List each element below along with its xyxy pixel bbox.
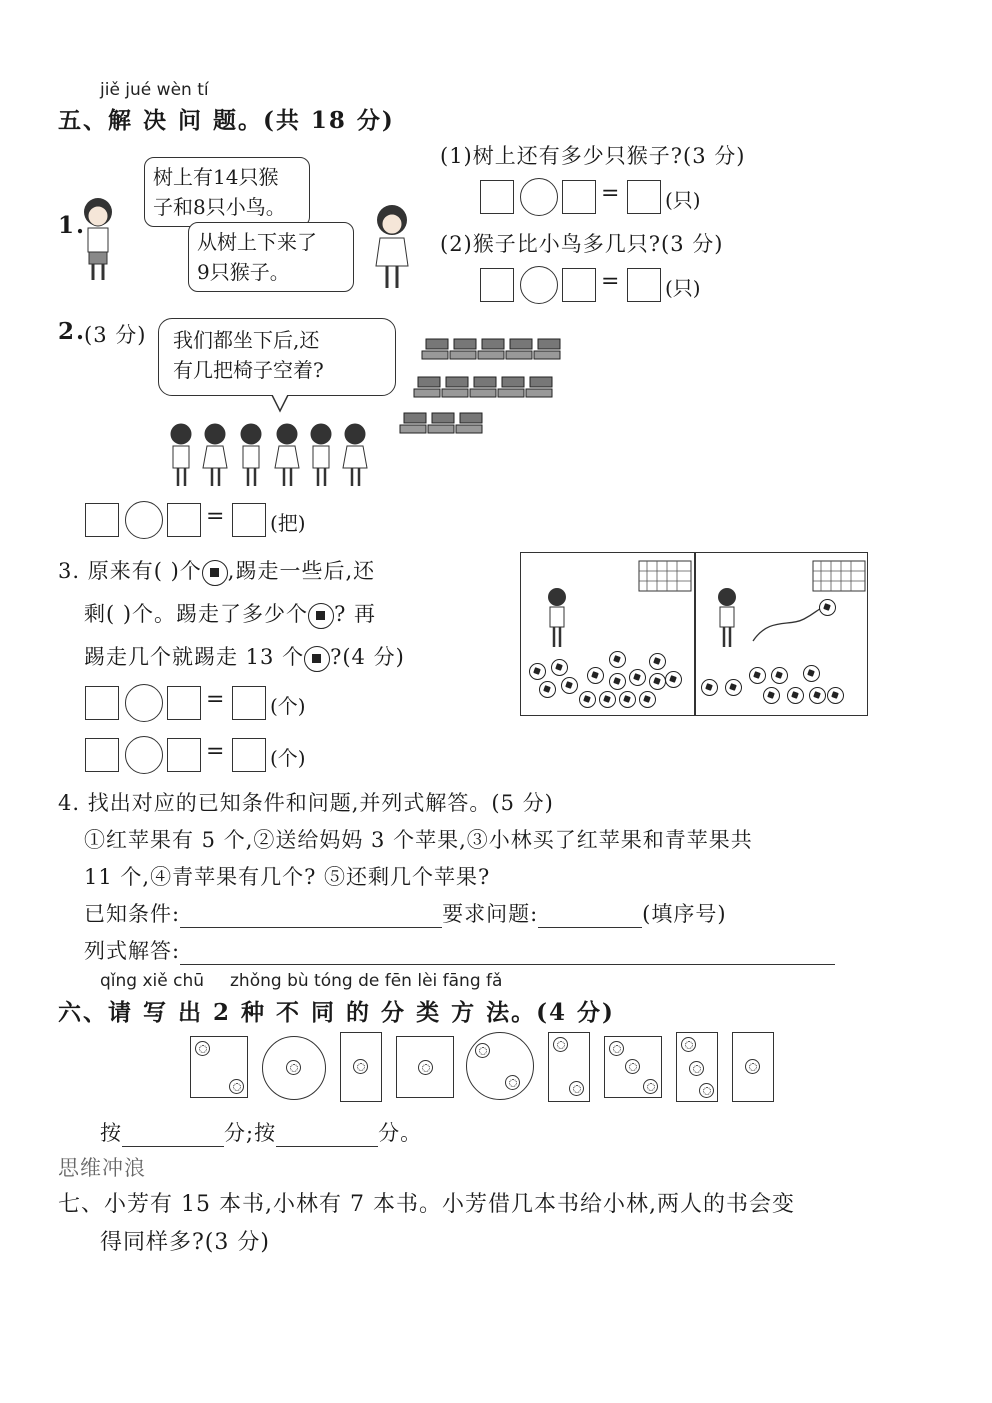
unit-label: (个) xyxy=(270,746,306,770)
girl-illustration xyxy=(370,200,414,292)
q4-conditions-line1: ①红苹果有 5 个,②送给妈妈 3 个苹果,③小林买了红苹果和青苹果共 xyxy=(84,828,753,852)
soccer-ball-icon xyxy=(308,603,334,629)
chairs-illustration xyxy=(396,333,576,455)
section7-line2: 得同样多?(3 分) xyxy=(100,1230,270,1255)
soccer-ball-icon xyxy=(629,669,646,686)
bubble-line: 树上有14只猴 xyxy=(153,165,279,189)
q3-line3 xyxy=(84,641,405,672)
button-icon xyxy=(418,1060,433,1075)
known-conditions-label: 已知条件: xyxy=(84,902,181,926)
square-shape xyxy=(604,1036,662,1098)
children-illustration xyxy=(165,420,375,490)
q4-known-row xyxy=(84,898,727,928)
button-icon xyxy=(505,1075,520,1090)
q2-number: 2. xyxy=(58,318,87,345)
classification-blank-1[interactable] xyxy=(122,1126,224,1147)
soccer-ball-icon xyxy=(609,651,626,668)
soccer-ball-icon xyxy=(551,659,568,676)
soccer-ball-icon xyxy=(749,667,766,684)
q1-sub1: (1)树上还有多少只猴子?(3 分) xyxy=(440,144,746,168)
known-conditions-blank[interactable] xyxy=(180,907,442,928)
operator-circle[interactable] xyxy=(125,501,163,539)
end-label: 分。 xyxy=(378,1121,423,1145)
answer-box[interactable] xyxy=(232,686,266,720)
bubble-line: 从树上下来了 xyxy=(197,230,317,254)
section5-title: 五、解 决 问 题。(共 18 分) xyxy=(58,107,395,134)
q1-sub2: (2)猴子比小鸟多几只?(3 分) xyxy=(440,232,724,256)
rectangle-shape xyxy=(548,1032,590,1102)
unit-label: (把) xyxy=(270,511,306,535)
required-question-blank[interactable] xyxy=(538,907,642,928)
section6-pinyin-b: zhǒng bù tóng de fēn lèi fāng fǎ xyxy=(230,971,503,991)
bubble-tail xyxy=(270,395,290,413)
q3-text: 踢走几个就踢走 13 个 xyxy=(84,645,305,669)
soccer-ball-icon xyxy=(539,681,556,698)
bubble-line: 有几把椅子空着? xyxy=(173,358,324,382)
bubble-line: 我们都坐下后,还 xyxy=(173,328,320,352)
solve-blank[interactable] xyxy=(180,944,835,965)
button-icon xyxy=(195,1041,210,1056)
bubble-line: 子和8只小鸟。 xyxy=(153,195,286,219)
answer-box[interactable] xyxy=(167,686,201,720)
section7-line1: 七、小芳有 15 本书,小林有 7 本书。小芳借几本书给小林,两人的书会变 xyxy=(58,1192,795,1217)
soccer-ball-icon xyxy=(649,673,666,690)
q3-text: 剩( )个。踢走了多少个 xyxy=(84,602,309,626)
q2-score: (3 分) xyxy=(84,323,147,347)
button-icon xyxy=(353,1059,368,1074)
soccer-ball-icon xyxy=(202,560,228,586)
soccer-ball-icon xyxy=(787,687,804,704)
soccer-ball-icon xyxy=(809,687,826,704)
solve-label: 列式解答: xyxy=(84,939,181,963)
square-shape xyxy=(396,1036,454,1098)
button-icon xyxy=(569,1081,584,1096)
answer-box[interactable] xyxy=(480,268,514,302)
button-icon xyxy=(689,1061,704,1076)
button-icon xyxy=(699,1083,714,1098)
soccer-ball-icon xyxy=(701,679,718,696)
section5-pinyin: jiě jué wèn tí xyxy=(100,80,209,100)
boy-illustration xyxy=(713,587,741,651)
q3-line1 xyxy=(58,555,375,586)
equals-sign: = xyxy=(601,181,620,206)
goal-net-icon xyxy=(637,557,693,595)
button-icon xyxy=(681,1037,696,1052)
soccer-ball-icon xyxy=(827,687,844,704)
q3-line2 xyxy=(84,598,376,629)
q3-text: ? 再 xyxy=(334,602,376,626)
section6-title: 六、请 写 出 2 种 不 同 的 分 类 方 法。(4 分) xyxy=(58,999,615,1026)
button-icon xyxy=(643,1079,658,1094)
button-icon xyxy=(229,1079,244,1094)
operator-circle[interactable] xyxy=(125,736,163,774)
rectangle-shape xyxy=(340,1032,382,1102)
q4-conditions-line2: 11 个,④青苹果有几个? ⑤还剩几个苹果? xyxy=(84,865,491,889)
answer-box[interactable] xyxy=(480,180,514,214)
button-icon xyxy=(553,1037,568,1052)
soccer-ball-icon xyxy=(609,673,626,690)
q1-number: 1. xyxy=(58,212,87,239)
circle-shape xyxy=(466,1032,534,1100)
kick-trajectory xyxy=(749,597,829,647)
q3-text: 3. 原来有( )个 xyxy=(58,559,202,583)
answer-box[interactable] xyxy=(627,268,661,302)
button-icon xyxy=(609,1041,624,1056)
soccer-ball-icon xyxy=(763,687,780,704)
soccer-ball-icon xyxy=(725,679,742,696)
bubble-line: 9只猴子。 xyxy=(197,260,290,284)
unit-label: (只) xyxy=(665,276,701,300)
answer-box[interactable] xyxy=(85,686,119,720)
equals-sign: = xyxy=(206,687,225,712)
soccer-ball-icon xyxy=(639,691,656,708)
operator-circle[interactable] xyxy=(125,684,163,722)
soccer-ball-icon xyxy=(579,691,596,708)
soccer-ball-icon xyxy=(561,677,578,694)
soccer-ball-icon xyxy=(599,691,616,708)
operator-circle[interactable] xyxy=(520,178,558,216)
girl-speech-bubble xyxy=(188,222,354,292)
q2-speech-bubble xyxy=(158,318,396,396)
rectangle-shape xyxy=(676,1032,718,1102)
soccer-ball-icon xyxy=(304,646,330,672)
soccer-scene-panel xyxy=(520,552,868,716)
soccer-ball-icon xyxy=(819,599,836,616)
by-label: 按 xyxy=(100,1121,122,1145)
equals-sign: = xyxy=(601,269,620,294)
soccer-ball-icon xyxy=(803,665,820,682)
button-icon xyxy=(286,1060,301,1075)
q3-text: ?(4 分) xyxy=(330,645,405,669)
soccer-ball-icon xyxy=(529,663,546,680)
soccer-ball-icon xyxy=(649,653,666,670)
unit-label: (只) xyxy=(665,188,701,212)
soccer-ball-icon xyxy=(619,691,636,708)
soccer-ball-icon xyxy=(771,667,788,684)
rectangle-shape xyxy=(732,1032,774,1102)
boy-illustration xyxy=(543,587,571,651)
button-icon xyxy=(475,1043,490,1058)
fill-hint: (填序号) xyxy=(642,902,727,926)
equals-sign: = xyxy=(206,504,225,529)
circle-shape xyxy=(262,1036,326,1100)
answer-box[interactable] xyxy=(232,503,266,537)
answer-box[interactable] xyxy=(232,738,266,772)
q4-title: 4. 找出对应的已知条件和问题,并列式解答。(5 分) xyxy=(58,791,554,815)
section6-pinyin-a: qǐng xiě chū xyxy=(100,971,205,991)
equals-sign: = xyxy=(206,739,225,764)
thinking-section-label: 思维冲浪 xyxy=(58,1156,146,1180)
goal-net-icon xyxy=(811,557,867,595)
unit-label: (个) xyxy=(270,694,306,718)
operator-circle[interactable] xyxy=(520,266,558,304)
boy-illustration xyxy=(78,192,118,284)
required-question-label: 要求问题: xyxy=(442,902,539,926)
answer-box[interactable] xyxy=(85,738,119,772)
answer-box[interactable] xyxy=(85,503,119,537)
button-icon xyxy=(745,1059,760,1074)
boy-speech-bubble xyxy=(144,157,310,227)
mid-label: 分;按 xyxy=(224,1121,277,1145)
answer-box[interactable] xyxy=(167,503,201,537)
answer-box[interactable] xyxy=(167,738,201,772)
section6-answer-row xyxy=(100,1117,422,1147)
answer-box[interactable] xyxy=(562,180,596,214)
answer-box[interactable] xyxy=(562,268,596,302)
soccer-ball-icon xyxy=(665,671,682,688)
classification-blank-2[interactable] xyxy=(276,1126,378,1147)
soccer-ball-icon xyxy=(587,667,604,684)
q3-text: ,踢走一些后,还 xyxy=(227,559,376,583)
answer-box[interactable] xyxy=(627,180,661,214)
button-icon xyxy=(625,1059,640,1074)
q4-solve-row xyxy=(84,935,835,965)
square-shape xyxy=(190,1036,248,1098)
